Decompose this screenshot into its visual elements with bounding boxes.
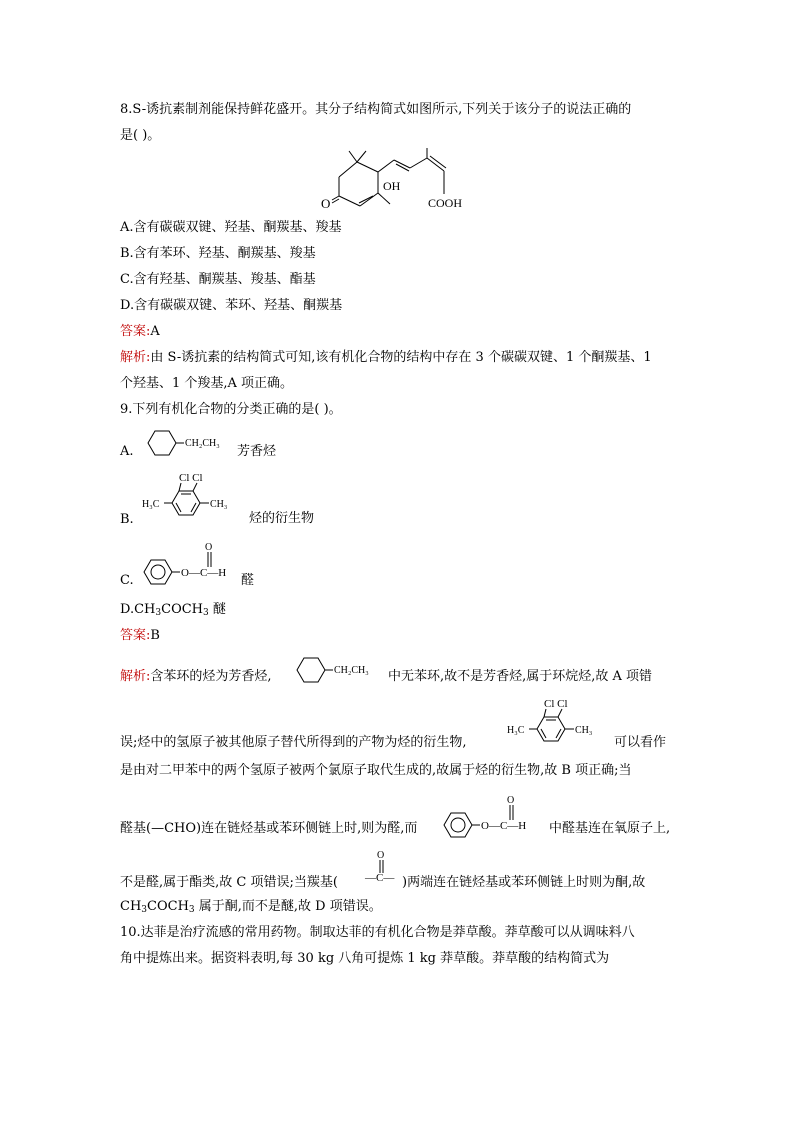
methyl-left-label: H₃C [142, 499, 160, 510]
svg-text:H₃C: H₃C [507, 725, 525, 736]
q9-explanation-line-3: 是由对二甲苯中的两个氢原子被两个氯原子取代生成的,故属于烃的衍生物,故 B 项正确;当 [120, 763, 632, 778]
q9-explanation-line-1 [120, 668, 272, 686]
q8-option-a: A.含有碳碳双键、羟基、酮羰基、羧基 [120, 220, 342, 235]
q9-answer [120, 627, 160, 645]
svg-text:Cl Cl: Cl Cl [544, 698, 568, 710]
q9-option-d-text-1: D.CH [120, 602, 156, 617]
q8-option-d: D.含有碳碳双键、苯环、羟基、酮羰基 [120, 298, 343, 313]
carboxyl-label: COOH [428, 196, 463, 210]
phenyl-formate-inline-structure [440, 791, 550, 841]
ethylcyclohexane-structure [140, 424, 236, 460]
q9-exp6-sub-1: 3 [141, 905, 148, 915]
q8-explanation-text-1: 由 S-诱抗素的结构简式可知,该有机化合物的结构中存在 3 个碳碳双键、1 个酮羰基、1 [150, 350, 652, 365]
q9-option-b-letter: B. [120, 512, 134, 527]
phenyl-formate-structure [140, 538, 240, 588]
q9-option-a-letter: A. [120, 444, 134, 459]
q9-explanation-line-4b: 中醛基连在氧原子上, [549, 821, 671, 836]
q9-option-d-sub-2: 3 [203, 608, 209, 618]
dichloro-xylene-structure [140, 470, 248, 526]
q9-explanation-line-5a: 不是醛,属于酯类,故 C 项错误;当羰基( [120, 875, 338, 890]
carbonyl-group-structure [363, 848, 403, 888]
q9-exp6-text-1: CH [120, 899, 142, 914]
q8-explanation-line-1 [120, 349, 652, 367]
q10-line-1: 10.达菲是治疗流感的常用药物。制取达菲的有机化合物是莽草酸。莽草酸可以从调味料八 [120, 925, 635, 940]
q10-line-2: 角中提炼出来。据资料表明,每 30 kg 八角可提炼 1 kg 莽草酸。莽草酸的结构简式为 [120, 951, 610, 966]
carbonyl-oxygen-label: O [205, 542, 213, 553]
methyl-right-label: CH₃ [210, 499, 228, 510]
q9-option-d [120, 601, 226, 622]
q9-explanation-text-1b: 中无苯环,故不是芳香烃,属于环烷烃,故 A 项错 [388, 669, 653, 684]
q9-option-d-class: 醚 [208, 602, 226, 617]
q9-answer-value: B [150, 628, 160, 643]
q9-explanation-label: 解析: [120, 669, 151, 684]
q8-option-b: B.含有苯环、羟基、酮羰基、羧基 [120, 246, 316, 261]
svg-text:—C—: —C— [365, 872, 395, 884]
q9-explanation-line-2b: 可以看作 [614, 735, 667, 750]
chloro-labels: Cl Cl [179, 472, 203, 484]
q8-option-c: C.含有羟基、酮羰基、羧基、酯基 [120, 272, 316, 287]
q9-explanation-line-4a: 醛基(—CHO)连在链烃基或苯环侧链上时,则为醛,而 [120, 821, 418, 836]
ester-chain-label: O—C—H [181, 567, 227, 579]
q9-explanation-text-1a: 含苯环的烃为芳香烃, [150, 669, 272, 684]
ketone-oxygen-label: O [321, 196, 331, 211]
q8-stem-line-1: 8.S-诱抗素制剂能保持鲜花盛开。其分子结构简式如图所示,下列关于该分子的说法正确的 [120, 102, 632, 117]
q9-option-d-sub-1: 3 [155, 608, 162, 618]
q8-answer [120, 323, 160, 341]
svg-text:O: O [507, 795, 515, 806]
s-abscisic-acid-structure [320, 146, 490, 218]
hydroxyl-label: OH [383, 179, 401, 193]
q9-explanation-line-2a: 误;烃中的氢原子被其他原子替代所得到的产物为烃的衍生物, [120, 735, 467, 750]
svg-text:CH₃: CH₃ [575, 725, 593, 736]
q9-exp6-sub-2: 3 [188, 905, 195, 915]
q9-option-d-text-2: COCH [161, 602, 204, 617]
q9-exp6-text-2: COCH [147, 899, 189, 914]
q9-explanation-line-5b: )两端连在链烃基或苯环侧链上时则为酮,故 [402, 875, 646, 890]
q9-exp6-text-3: 属于酮,而不是醚,故 D 项错误。 [194, 899, 382, 914]
dichloro-xylene-inline-structure [505, 696, 613, 752]
q8-stem-line-2: 是( )。 [120, 128, 161, 143]
q8-explanation-label: 解析: [120, 350, 151, 365]
ethylcyclohexane-inline-structure [292, 652, 388, 688]
svg-text:CH₂CH₃: CH₂CH₃ [334, 665, 369, 676]
ethyl-group-label: CH₂CH₃ [185, 438, 220, 449]
q9-option-c-letter: C. [120, 573, 134, 588]
q8-answer-label: 答案: [120, 324, 151, 339]
q8-answer-value: A [150, 324, 160, 339]
q9-option-b-class: 烃的衍生物 [249, 511, 315, 526]
q8-explanation-line-2: 个羟基、1 个羧基,A 项正确。 [120, 376, 294, 391]
svg-text:O: O [377, 850, 385, 861]
svg-text:O—C—H: O—C—H [481, 820, 527, 832]
q9-stem: 9.下列有机化合物的分类正确的是( )。 [120, 402, 342, 417]
q9-explanation-line-6 [120, 898, 382, 919]
q9-option-c-class: 醛 [241, 573, 255, 588]
q9-answer-label: 答案: [120, 628, 151, 643]
q9-option-a-class: 芳香烃 [237, 444, 277, 459]
